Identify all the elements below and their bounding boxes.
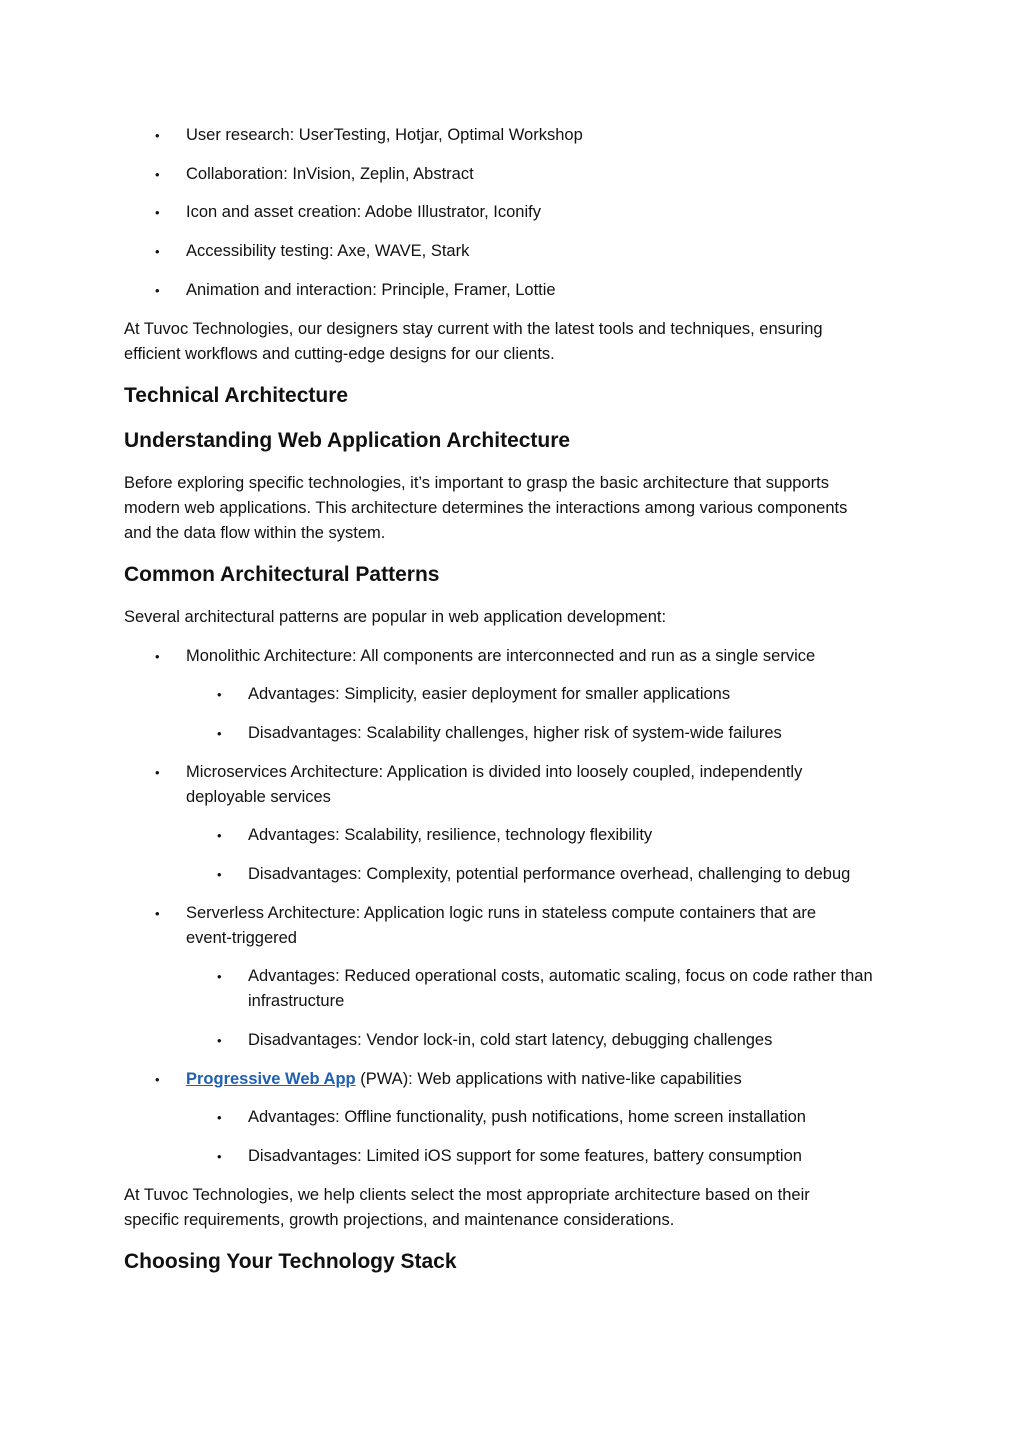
patterns-intro: Several architectural patterns are popular in web application development: — [124, 608, 667, 626]
pattern-monolithic: Monolithic Architecture: All components are interconnected and run as a single service — [186, 647, 816, 665]
heading-architectural-patterns: Common Architectural Patterns — [124, 563, 440, 586]
progressive-web-app-link[interactable]: Progressive Web App — [186, 1070, 356, 1088]
pattern-monolithic-disadvantages: Disadvantages: Scalability challenges, higher risk of system-wide failures — [248, 724, 782, 742]
tools-list-item: Animation and interaction: Principle, Framer, Lottie — [186, 281, 556, 299]
bullet-marker: • — [155, 205, 160, 220]
bullet-marker: • — [217, 726, 222, 741]
bullet-marker: • — [217, 1033, 222, 1048]
heading-technical-architecture: Technical Architecture — [124, 384, 349, 407]
bullet-marker: • — [217, 969, 222, 984]
pattern-serverless-advantages: Advantages: Reduced operational costs, automatic scaling, focus on code rather than — [248, 967, 873, 985]
closing-paragraph-line: At Tuvoc Technologies, we help clients select the most appropriate architecture based on their — [124, 1186, 810, 1204]
pattern-serverless-advantages-cont: infrastructure — [248, 992, 345, 1010]
tools-list-item: Icon and asset creation: Adobe Illustrator, Iconify — [186, 203, 541, 221]
bullet-marker: • — [155, 765, 160, 780]
pattern-serverless: Serverless Architecture: Application logic runs in stateless compute containers that are — [186, 904, 817, 922]
pattern-microservices-disadvantages: Disadvantages: Complexity, potential performance overhead, challenging to debug — [248, 865, 851, 883]
pattern-pwa — [186, 1067, 742, 1092]
pattern-microservices-cont: deployable services — [186, 788, 331, 806]
pattern-monolithic-advantages: Advantages: Simplicity, easier deployment for smaller applications — [248, 685, 731, 703]
bullet-marker: • — [217, 867, 222, 882]
bullet-marker: • — [155, 167, 160, 182]
pattern-serverless-cont: event-triggered — [186, 929, 297, 947]
bullet-marker: • — [155, 649, 160, 664]
bullet-marker: • — [155, 1072, 160, 1087]
bullet-marker: • — [155, 244, 160, 259]
bullet-marker: • — [217, 828, 222, 843]
bullet-marker: • — [155, 128, 160, 143]
tools-list-item: Collaboration: InVision, Zeplin, Abstract — [186, 165, 474, 183]
tools-paragraph-line: At Tuvoc Technologies, our designers stay current with the latest tools and techniques, ensuring — [124, 320, 823, 338]
pattern-pwa-disadvantages: Disadvantages: Limited iOS support for some features, battery consumption — [248, 1147, 802, 1165]
pattern-microservices-advantages: Advantages: Scalability, resilience, technology flexibility — [248, 826, 653, 844]
pattern-serverless-disadvantages: Disadvantages: Vendor lock-in, cold start latency, debugging challenges — [248, 1031, 773, 1049]
understanding-paragraph-line: Before exploring specific technologies, it’s important to grasp the basic architecture that supports — [124, 474, 829, 492]
tools-list-item: Accessibility testing: Axe, WAVE, Stark — [186, 242, 470, 260]
pattern-pwa-advantages: Advantages: Offline functionality, push notifications, home screen installation — [248, 1108, 806, 1126]
bullet-marker: • — [217, 1149, 222, 1164]
bullet-marker: • — [217, 687, 222, 702]
bullet-marker: • — [217, 1110, 222, 1125]
understanding-paragraph-line: modern web applications. This architecture determines the interactions among various components — [124, 499, 848, 517]
understanding-paragraph-line: and the data flow within the system. — [124, 524, 386, 542]
bullet-marker: • — [155, 906, 160, 921]
pattern-pwa-text: (PWA): Web applications with native-like capabilities — [355, 1070, 742, 1088]
tools-list-item: User research: UserTesting, Hotjar, Optimal Workshop — [186, 126, 583, 144]
tools-paragraph-line: efficient workflows and cutting-edge designs for our clients. — [124, 345, 555, 363]
heading-understanding-architecture: Understanding Web Application Architecture — [124, 429, 571, 452]
pattern-microservices: Microservices Architecture: Application is divided into loosely coupled, independently — [186, 763, 803, 781]
closing-paragraph-line: specific requirements, growth projections, and maintenance considerations. — [124, 1211, 675, 1229]
heading-technology-stack: Choosing Your Technology Stack — [124, 1250, 457, 1273]
bullet-marker: • — [155, 283, 160, 298]
